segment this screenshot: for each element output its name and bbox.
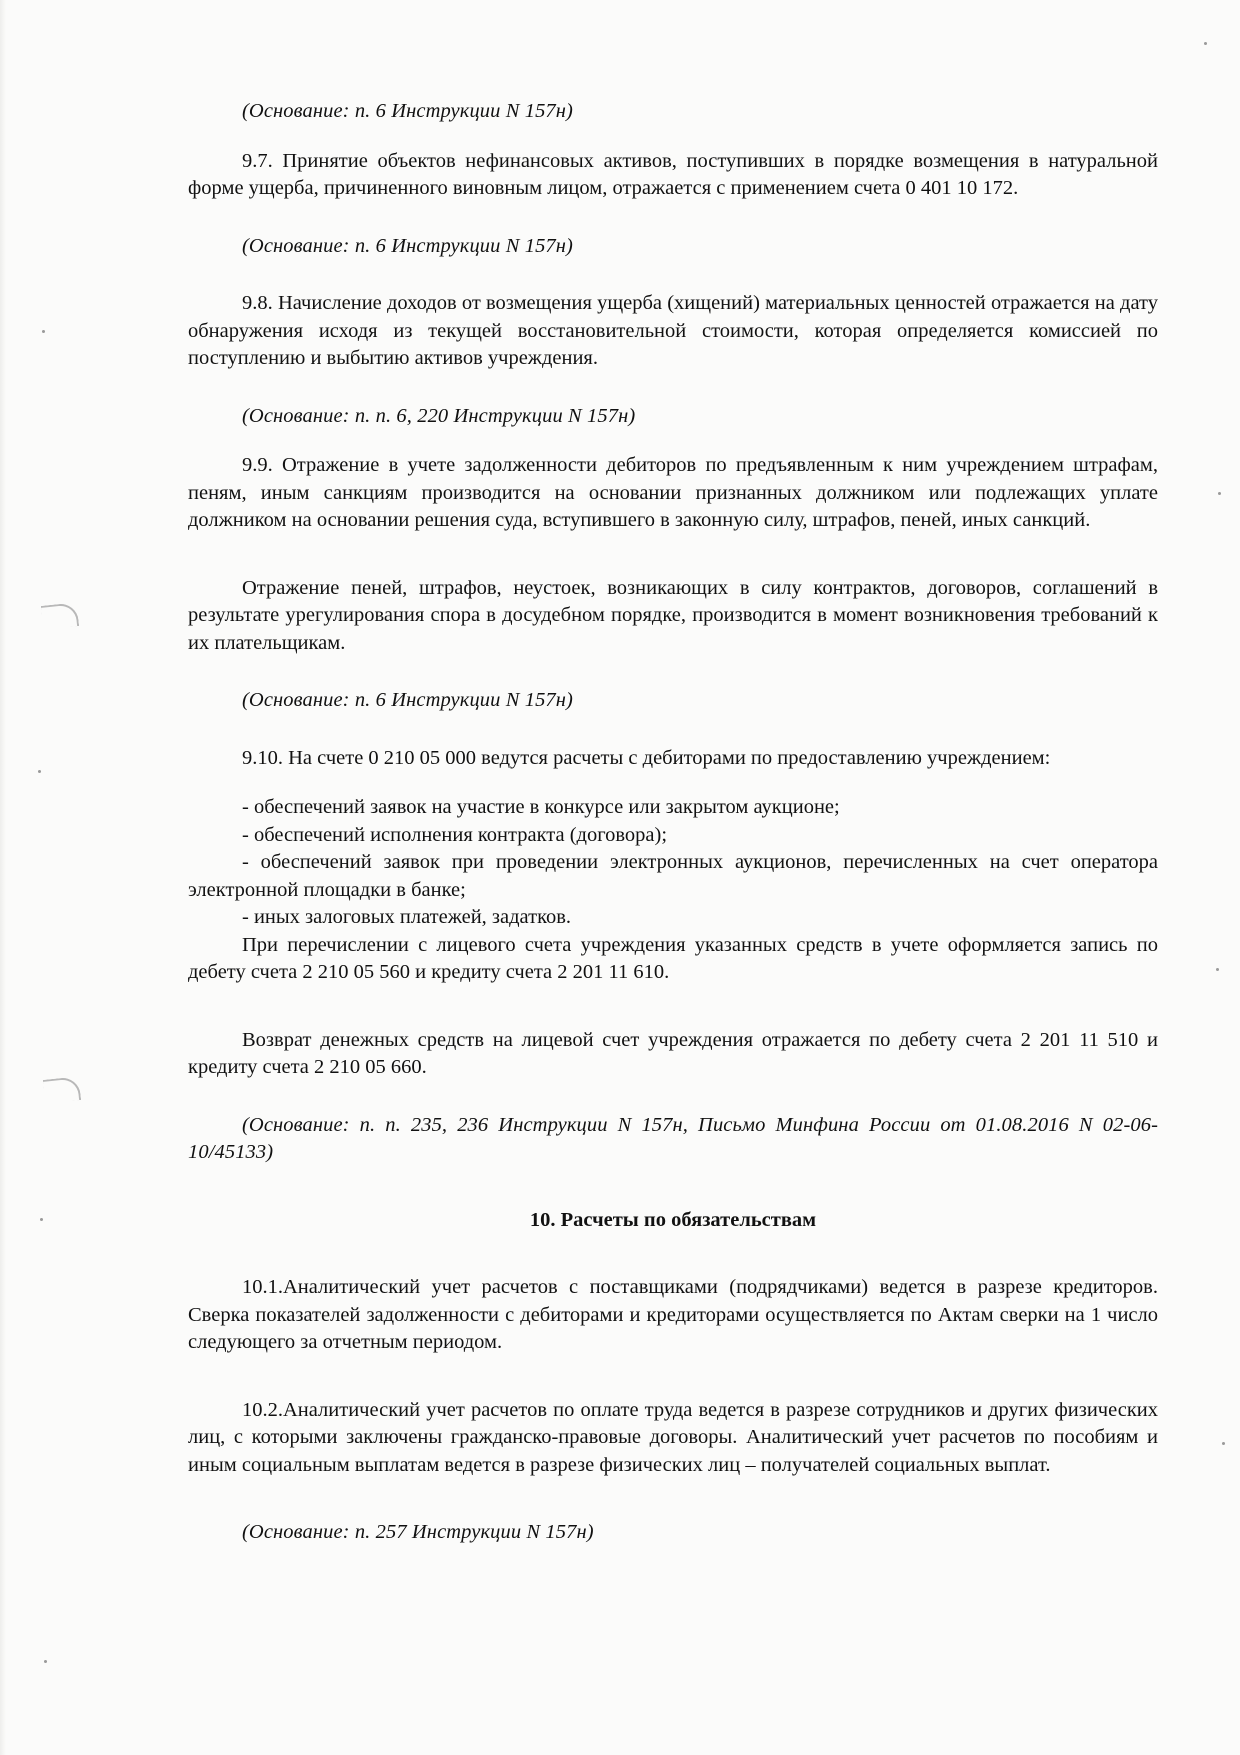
paragraph-9-9: 9.9. Отражение в учете задолженности дебиторов по предъявленным к ним учреждением штрафам, пеням, иным санкциям производится на основании признанных должником или подлежащих уплате должником на основании решения суда, вступившего в законную силу, штрафов, пеней, иных санкций. xyxy=(188,454,1158,531)
paragraph-9-9-penalties: Отражение пеней, штрафов, неустоек, возникающих в силу контрактов, договоров, соглашений в результате урегулирования спора в досудебном порядке, производится в момент возникновения требований к их плательщикам. xyxy=(188,576,1158,654)
paragraph-9-10-transfer: При перечислении с лицевого счета учреждения указанных средств в учете оформляется запись по дебету счета 2 210 05 560 и кредиту счета 2 201 11 610. xyxy=(188,933,1158,983)
paragraph-9-10: 9.10. На счете 0 210 05 000 ведутся расчеты с дебиторами по предоставлению учреждением: xyxy=(242,746,1051,769)
scan-speck xyxy=(38,770,41,773)
scan-speck xyxy=(1216,968,1219,971)
basis-reference: (Основание: п. п. 235, 236 Инструкции N 157н, Письмо Минфина России от 01.08.2016 N 02-06-10/45133) xyxy=(188,1113,1158,1163)
paragraph-9-10-return: Возврат денежных средств на лицевой счет учреждения отражается по дебету счета 2 201 11 510 и кредиту счета 2 210 05 660. xyxy=(188,1028,1158,1078)
basis-reference: (Основание: п. 6 Инструкции N 157н) xyxy=(242,689,573,711)
scan-speck xyxy=(44,1660,47,1663)
paragraph-9-8: 9.8. Начисление доходов от возмещения ущерба (хищений) материальных ценностей отражается на дату обнаружения исходя из текущей восстановительной стоимости, которая определяется комиссией по поступлению и выбытию активов учреждения. xyxy=(188,292,1158,369)
scan-edge xyxy=(0,0,6,1755)
list-item: - обеспечений заявок при проведении электронных аукционов, перечисленных на счет оператора электронной площадки в банке; xyxy=(188,851,1158,901)
punch-hole-mark xyxy=(41,602,79,630)
paragraph-10-2: 10.2.Аналитический учет расчетов по оплате труда ведется в разрезе сотрудников и других физических лиц, с которыми заключены гражданско-правовые договоры. Аналитический учет расчетов по пособиям и иным социальным выплатам ведется в разрезе физических лиц – получателей социальных выплат. xyxy=(188,1398,1158,1476)
basis-reference: (Основание: п. 6 Инструкции N 157н) xyxy=(242,234,573,257)
scan-speck xyxy=(40,1218,43,1221)
scan-speck xyxy=(42,330,45,333)
section-heading: 10. Расчеты по обязательствам xyxy=(529,1208,817,1231)
paragraph-10-1: 10.1.Аналитический учет расчетов с поставщиками (подрядчиками) ведется в разрезе кредиторов. Сверка показателей задолженности с дебиторами и кредиторами осуществляется по Актам сверки на 1 число следующего за отчетным периодом. xyxy=(188,1276,1158,1353)
punch-hole-mark xyxy=(43,1076,81,1104)
basis-reference: (Основание: п. п. 6, 220 Инструкции N 157н) xyxy=(242,404,636,427)
document-body xyxy=(188,98,1158,1547)
list-item: - обеспечений исполнения контракта (договора); xyxy=(242,823,668,846)
scan-speck xyxy=(1222,1442,1225,1445)
scan-speck xyxy=(1218,492,1221,495)
list-item: - иных залоговых платежей, задатков. xyxy=(242,906,572,928)
list-item: - обеспечений заявок на участие в конкурсе или закрытом аукционе; xyxy=(242,796,840,818)
basis-reference: (Основание: п. 6 Инструкции N 157н) xyxy=(242,100,573,122)
scan-speck xyxy=(1204,42,1207,45)
paragraph-9-7: 9.7. Принятие объектов нефинансовых активов, поступивших в порядке возмещения в натуральной форме ущерба, причиненного виновным лицом, отражается с применением счета 0 401 10 172. xyxy=(188,149,1158,199)
basis-reference: (Основание: п. 257 Инструкции N 157н) xyxy=(242,1521,594,1543)
